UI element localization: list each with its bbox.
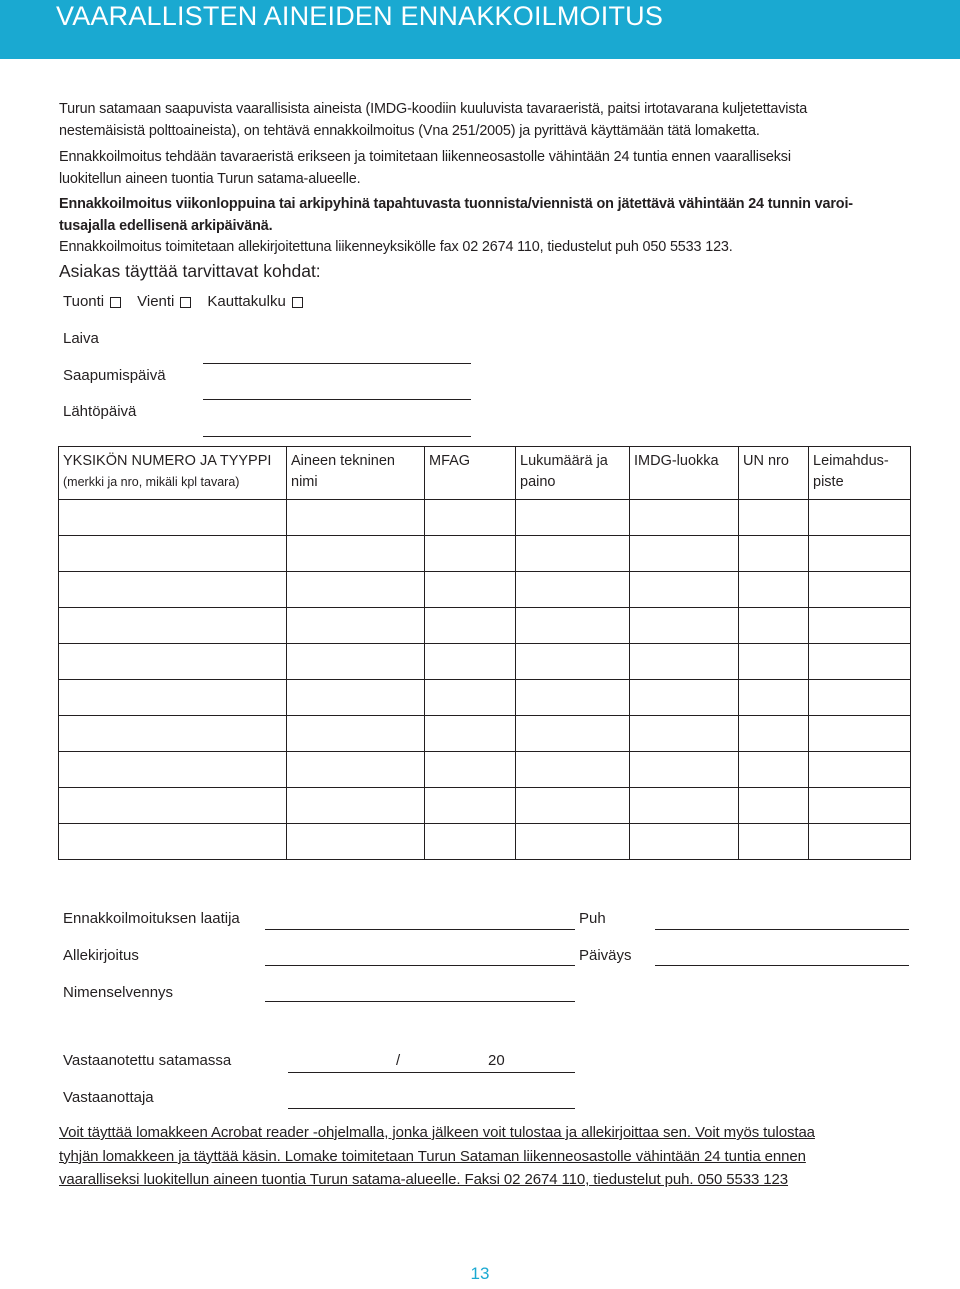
option-kauttakulku[interactable] [207,291,302,313]
table-cell[interactable] [516,752,630,788]
name-clarification-field[interactable] [265,1001,575,1002]
option-tuonti[interactable] [63,291,121,313]
intro-paragraph-4 [59,236,733,258]
receiver-field[interactable] [288,1108,575,1109]
option-label: Tuonti [63,293,105,310]
table-cell[interactable] [287,752,425,788]
table-cell[interactable] [59,608,287,644]
name-clarification-label: Nimenselvennys [63,984,174,1001]
table-cell[interactable] [425,572,516,608]
intro-line: tusajalla edellisenä arkipäivänä. [59,218,273,234]
table-cell[interactable] [287,572,425,608]
table-cell[interactable] [516,500,630,536]
table-cell[interactable] [59,716,287,752]
date-label: Päiväys [579,947,632,964]
note-line: tyhjän lomakkeen ja täyttää käsin. Lomake toimitetaan Turun Sataman liikenneosastolle vähintään 24 tuntia ennen [59,1147,806,1165]
table-cell[interactable] [809,824,911,860]
ship-label: Laiva [63,330,99,347]
checkbox-kauttakulku[interactable] [292,297,303,308]
table-cell[interactable] [630,824,739,860]
table-cell[interactable] [630,680,739,716]
transport-type-options [63,291,319,313]
table-row [59,752,911,788]
header-bar [0,0,960,59]
table-cell[interactable] [59,680,287,716]
table-cell[interactable] [59,572,287,608]
receiver-label: Vastaanottaja [63,1089,154,1106]
table-cell[interactable] [59,752,287,788]
intro-line: Ennakkoilmoitus viikonloppuina tai arkipyhinä tapahtuvasta tuonnista/viennistä on jätettävä vähintään 24 tunnin varoi- [59,196,853,212]
table-cell[interactable] [739,500,809,536]
table-cell[interactable] [425,536,516,572]
table-row [59,788,911,824]
received-date-field[interactable] [288,1072,575,1073]
date-field[interactable] [655,965,909,966]
table-cell[interactable] [59,824,287,860]
intro-line: luokitellun aineen tuontia Turun satama-alueelle. [59,171,361,187]
table-cell[interactable] [739,680,809,716]
column-header-flashpoint: Leimahdus- piste [809,447,911,500]
table-cell[interactable] [809,500,911,536]
table-cell[interactable] [287,644,425,680]
column-header-imdg: IMDG-luokka [630,447,739,500]
column-header-mfag: MFAG [425,447,516,500]
intro-line: nestemäisistä polttoaineista), on tehtävä ennakkoilmoitus (Vna 251/2005) ja pyrittävä käyttämään tätä lomaketta. [59,123,760,139]
table-cell[interactable] [287,500,425,536]
goods-table-body [59,500,911,860]
table-cell[interactable] [739,752,809,788]
table-cell[interactable] [739,536,809,572]
table-row [59,608,911,644]
departure-date-field[interactable] [203,436,471,437]
column-header-quantity: Lukumäärä ja paino [516,447,630,500]
column-header-unit [59,447,287,500]
table-cell[interactable] [739,716,809,752]
table-row [59,500,911,536]
table-row [59,716,911,752]
table-cell[interactable] [425,644,516,680]
received-year: 20 [488,1052,505,1069]
table-row [59,572,911,608]
instruction-note [59,1121,911,1192]
table-cell[interactable] [809,680,911,716]
table-row [59,824,911,860]
table-cell[interactable] [425,752,516,788]
page-title: VAARALLISTEN AINEIDEN ENNAKKOILMOITUS [56,1,664,31]
table-cell[interactable] [287,536,425,572]
form-heading: Asiakas täyttää tarvittavat kohdat: [59,261,321,281]
table-cell[interactable] [425,500,516,536]
table-cell[interactable] [809,644,911,680]
arrival-date-label: Saapumispäivä [63,367,166,384]
table-cell[interactable] [630,608,739,644]
table-cell[interactable] [425,608,516,644]
table-cell[interactable] [516,608,630,644]
received-slash: / [396,1052,401,1069]
table-cell[interactable] [630,536,739,572]
departure-date-label: Lähtöpäivä [63,403,137,420]
intro-paragraph-3 [59,193,853,237]
table-cell[interactable] [287,716,425,752]
signature-field[interactable] [265,965,575,966]
table-cell[interactable] [809,788,911,824]
table-cell[interactable] [516,572,630,608]
table-cell[interactable] [739,824,809,860]
table-row [59,644,911,680]
author-label: Ennakkoilmoituksen laatija [63,910,240,927]
intro-line: Ennakkoilmoitus toimitetaan allekirjoitettuna liikenneyksikölle fax 02 2674 110, tiedustelut puh 050 5533 123. [59,239,733,255]
table-cell[interactable] [516,536,630,572]
table-cell[interactable] [739,572,809,608]
table-cell[interactable] [630,644,739,680]
phone-field[interactable] [655,929,909,930]
column-header-sub: (merkki ja nro, mikäli kpl tavara) [63,475,240,489]
table-cell[interactable] [630,572,739,608]
table-header-row [59,447,911,500]
table-cell[interactable] [809,716,911,752]
option-vienti[interactable] [137,291,191,313]
table-cell[interactable] [630,716,739,752]
table-row [59,680,911,716]
table-cell[interactable] [630,788,739,824]
table-cell[interactable] [287,680,425,716]
table-cell[interactable] [630,500,739,536]
table-cell[interactable] [809,572,911,608]
table-cell[interactable] [739,608,809,644]
intro-line: Ennakkoilmoitus tehdään tavaraeristä erikseen ja toimitetaan liikenneosastolle vähintään 24 tuntia ennen vaaralliseksi [59,149,791,165]
table-cell[interactable] [809,752,911,788]
table-cell[interactable] [630,752,739,788]
table-cell[interactable] [516,788,630,824]
note-line: Voit täyttää lomakkeen Acrobat reader -ohjelmalla, jonka jälkeen voit tulostaa ja allekirjoittaa sen. Voit myös tulostaa [59,1124,815,1141]
table-cell[interactable] [59,536,287,572]
intro-line: Turun satamaan saapuvista vaarallisista aineista (IMDG-koodiin kuuluvista tavaraeristä, paitsi irtotavarana kuljetettavista [59,101,808,117]
column-header-substance: Aineen tekninen nimi [287,447,425,500]
table-row [59,536,911,572]
table-cell[interactable] [739,788,809,824]
option-label: Vienti [137,293,175,310]
checkbox-tuonti[interactable] [110,297,121,308]
table-cell[interactable] [516,824,630,860]
table-cell[interactable] [425,788,516,824]
table-cell[interactable] [425,680,516,716]
table-cell[interactable] [516,680,630,716]
phone-label: Puh [579,910,606,927]
goods-table [58,446,911,860]
checkbox-vienti[interactable] [180,297,191,308]
table-cell[interactable] [59,500,287,536]
table-cell[interactable] [287,788,425,824]
table-cell[interactable] [809,608,911,644]
table-cell[interactable] [59,788,287,824]
table-cell[interactable] [287,608,425,644]
signature-label: Allekirjoitus [63,947,139,964]
table-cell[interactable] [287,824,425,860]
table-cell[interactable] [739,644,809,680]
intro-paragraph-2 [59,146,791,190]
table-cell[interactable] [516,716,630,752]
table-cell[interactable] [425,824,516,860]
received-label: Vastaanotettu satamassa [63,1052,232,1069]
table-cell[interactable] [425,716,516,752]
option-label: Kauttakulku [207,293,286,310]
arrival-date-field[interactable] [203,399,471,400]
table-cell[interactable] [516,644,630,680]
page-number: 13 [470,1264,490,1283]
column-header-label: YKSIKÖN NUMERO JA TYYPPI [63,453,272,469]
note-line: vaaralliseksi luokitellun aineen tuontia Turun satama-alueelle. Faksi 02 2674 110, tiedustelut puh. 050 5533 123 [59,1171,789,1188]
ship-field[interactable] [203,363,471,364]
column-header-un: UN nro [739,447,809,500]
intro-paragraph-1 [59,98,807,142]
author-field[interactable] [265,929,575,930]
table-cell[interactable] [59,644,287,680]
table-cell[interactable] [809,536,911,572]
